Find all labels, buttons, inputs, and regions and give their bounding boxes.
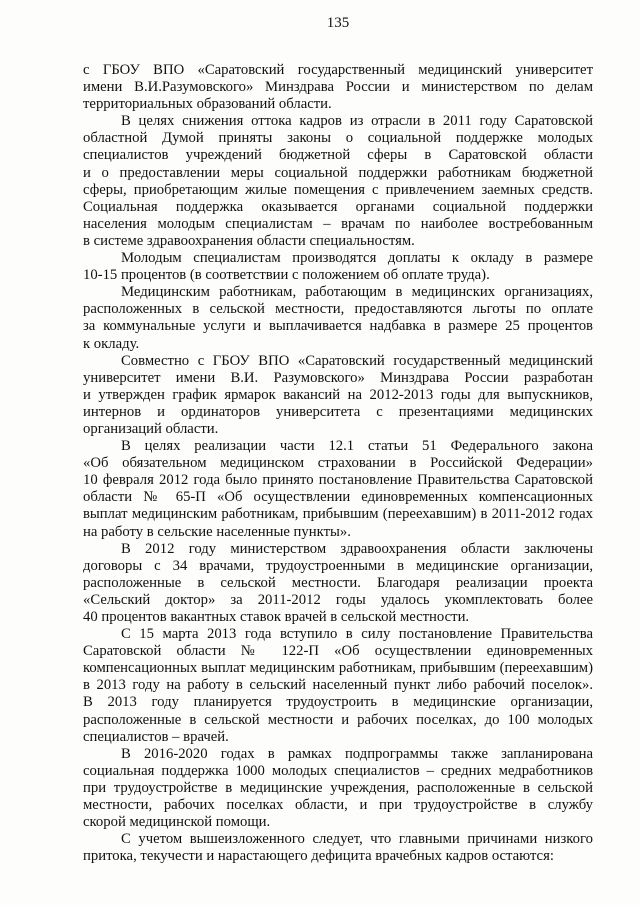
text-line: в системе здравоохранения области специальностям. xyxy=(83,232,415,249)
paragraph-resolution-122p xyxy=(83,626,593,746)
text-line: 10 февраля 2012 года было принято постановление Правительства Саратовской xyxy=(83,472,593,489)
paragraph-laws-2011 xyxy=(83,113,593,250)
text-line: В 2012 году министерством здравоохранения области заключены xyxy=(121,540,593,557)
paragraph-resolution-65p xyxy=(83,438,593,541)
text-line: Молодым специалистам производятся доплаты к окладу в размере xyxy=(121,250,593,267)
page-number: 135 xyxy=(326,15,350,31)
text-line: притока, текучести и нарастающего дефицита врачебных кадров остаются: xyxy=(83,848,554,865)
text-line: в 2013 году на работу в сельский населенный пункт либо рабочий поселок». xyxy=(83,677,593,694)
text-line: с ГБОУ ВПО «Саратовский государственный медицинский университет xyxy=(83,62,593,78)
text-line: населения молодым специалистам – врачам по наиболее востребованным xyxy=(83,215,593,232)
paragraph-salary-supplement xyxy=(83,250,593,284)
text-line: к окладу. xyxy=(83,335,140,352)
paragraph-conclusion xyxy=(83,831,593,865)
text-line: при трудоустройстве в медицинские учреждения, расположенные в сельской xyxy=(83,779,593,796)
text-line: 10-15 процентов (в соответствии с положением об оплате труда). xyxy=(83,267,490,284)
paragraph-subprogram-2016-2020 xyxy=(83,746,593,831)
paragraph-continuation-university xyxy=(83,62,593,113)
text-line: специалистов – врачей. xyxy=(83,728,229,745)
document-body xyxy=(83,62,593,865)
text-line: В 2016-2020 годах в рамках подпрограммы также запланирована xyxy=(121,745,593,762)
text-line: расположенные в сельской местности. Благодаря реализации проекта xyxy=(83,574,593,591)
text-line: местности, рабочих поселках области, и при трудоустройстве в службу xyxy=(83,797,593,814)
text-line: 40 процентов вакантных ставок врачей в сельской местности. xyxy=(83,609,470,625)
text-line: областной Думой приняты законы о социальной поддержке молодых xyxy=(83,130,593,147)
text-line: С 15 марта 2013 года вступило в силу постановление Правительства xyxy=(121,626,593,643)
text-line: интернов и ординаторов университета с презентациями медицинских xyxy=(83,403,593,420)
text-line: за коммунальные услуги и выплачивается надбавка в размере 25 процентов xyxy=(83,318,593,335)
text-line: договоры с 34 врачами, трудоустроенными в медицинские организации, xyxy=(83,557,593,574)
text-line: территориальных образований области. xyxy=(83,96,332,113)
text-line: на работу в сельские населенные пункты». xyxy=(83,523,351,540)
text-line: расположенных в сельской местности, предоставляются льготы по оплате xyxy=(83,301,593,318)
paragraph-rural-benefits xyxy=(83,284,593,352)
text-line: расположенные в сельской местности и рабочих поселках, до 100 молодых xyxy=(83,711,593,728)
text-line: и утвержден график ярмарок вакансий на 2012-2013 годы для выпускников, xyxy=(83,386,593,403)
text-line: В целях снижения оттока кадров из отрасли в 2011 году Саратовской xyxy=(121,113,593,130)
text-line: организаций области. xyxy=(83,420,219,437)
text-line: компенсационных выплат медицинским работникам, прибывшим (переехавшим) xyxy=(83,660,593,677)
text-line: имени В.И.Разумовского» Минздрава России и министерством по делам xyxy=(83,79,593,96)
text-line: Совместно с ГБОУ ВПО «Саратовский государственный медицинский xyxy=(121,352,593,369)
text-line: «Об обязательном медицинском страховании в Российской Федерации» xyxy=(83,455,593,472)
paragraph-contracts-2012 xyxy=(83,541,593,626)
text-line: скорой медицинской помощи. xyxy=(83,814,271,831)
text-line: В целях реализации части 12.1 статьи 51 Федерального закона xyxy=(121,438,593,455)
text-line: Медицинским работникам, работающим в медицинских организациях, xyxy=(121,284,593,301)
text-line: специалистов учреждений бюджетной сферы в Саратовской области xyxy=(83,147,593,164)
text-line: и о предоставлении меры социальной поддержки работникам бюджетной xyxy=(83,164,593,181)
paragraph-job-fairs xyxy=(83,353,593,438)
text-line: сферы, приобретающим жилые помещения с привлечением заемных средств. xyxy=(83,181,593,198)
text-line: Социальная поддержка оказывается органами социальной поддержки xyxy=(83,198,593,215)
text-line: социальная поддержка 1000 молодых специалистов – средних медработников xyxy=(83,762,593,779)
text-line: университет имени В.И. Разумовского» Минздрава России разработан xyxy=(83,369,593,386)
text-line: выплат медицинским работникам, прибывшим (переехавшим) в 2011-2012 годах xyxy=(83,506,593,523)
text-line: В 2013 году планируется трудоустроить в медицинские организации, xyxy=(83,694,593,711)
text-line: Саратовской области № 122-П «Об осуществлении единовременных xyxy=(83,643,593,660)
text-line: области № 65-П «Об осуществлении единовременных компенсационных xyxy=(83,489,593,506)
text-line: С учетом вышеизложенного следует, что главными причинами низкого xyxy=(121,831,593,848)
text-line: «Сельский доктор» за 2011-2012 годы удалось укомплектовать более xyxy=(83,591,593,608)
